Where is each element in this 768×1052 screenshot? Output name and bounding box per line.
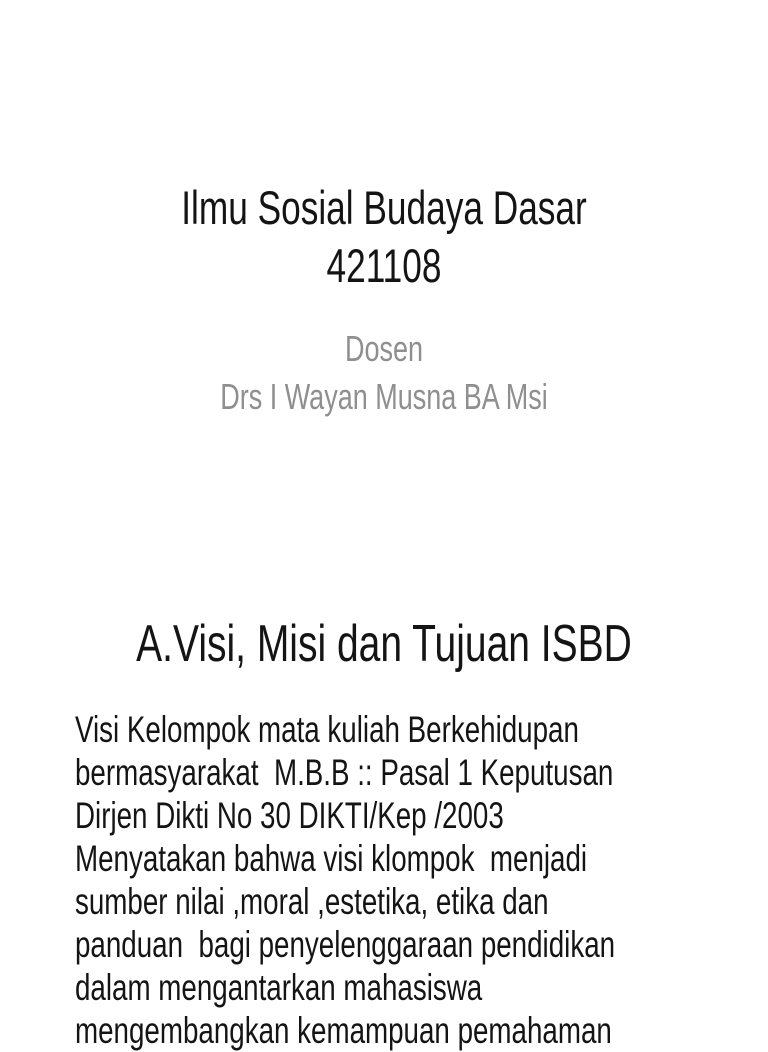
slide-subtitle <box>0 325 768 421</box>
body-line: dalam mengantarkan mahasiswa <box>75 967 483 1008</box>
body-line: Dirjen Dikti No 30 DIKTI/Kep /2003 <box>75 795 504 836</box>
body-line: panduan bagi penyelenggaraan pendidikan <box>75 924 616 965</box>
body-line: Menyatakan bahwa visi klompok menjadi <box>75 838 588 879</box>
section-heading: A.Visi, Misi dan Tujuan ISBD <box>136 615 632 673</box>
body-line: bermasyarakat M.B.B :: Pasal 1 Keputusan <box>75 752 614 793</box>
body-line-cutoff: mengembangkan kemampuan pemahaman <box>75 1010 612 1051</box>
lecturer-name: Drs I Wayan Musna BA Msi <box>220 376 548 417</box>
lecturer-label: Dosen <box>344 328 424 369</box>
body-line: sumber nilai ,moral ,estetika, etika dan <box>75 881 549 922</box>
slide-course-code: 421108 <box>326 239 442 292</box>
slide-title <box>0 179 768 295</box>
body-line: Visi Kelompok mata kuliah Berkehidupan <box>75 709 579 750</box>
body-paragraph <box>75 708 750 1052</box>
slide-title-line-1: Ilmu Sosial Budaya Dasar <box>181 181 587 234</box>
